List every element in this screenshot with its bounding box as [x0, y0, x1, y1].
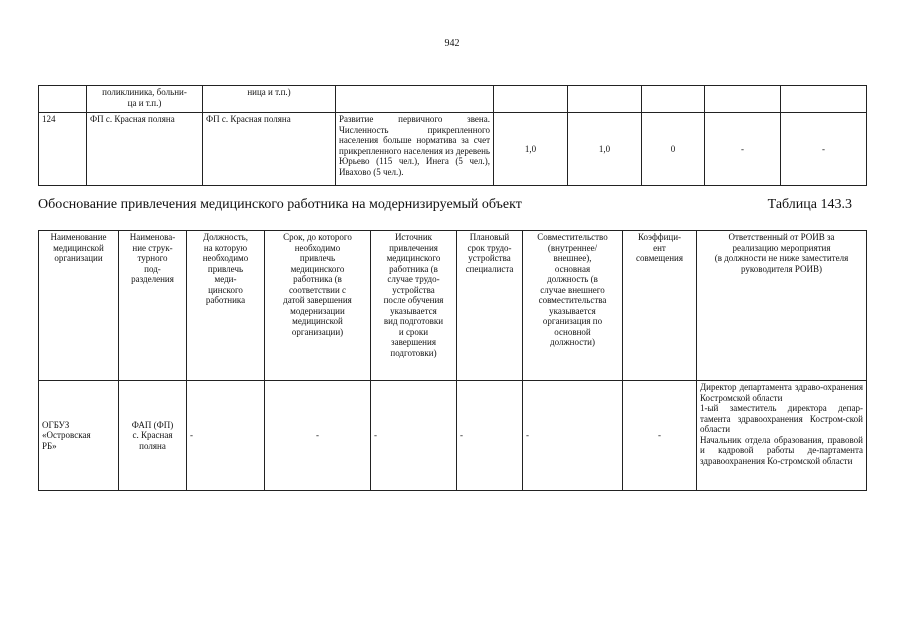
value-cell: 1,0 — [494, 113, 568, 186]
table-row — [39, 381, 867, 491]
page-number: 942 — [444, 38, 460, 49]
staff-recruitment-table — [38, 230, 867, 491]
header-cell: Наименование медицинской организации — [39, 231, 119, 381]
source-cell: - — [371, 381, 457, 491]
table-cell — [39, 86, 87, 113]
table-cell — [705, 86, 781, 113]
unit-name: ФП с. Красная поляна — [203, 113, 336, 186]
table-header-row — [39, 231, 867, 381]
table-cell: ница и т.п.) — [203, 86, 336, 113]
position-cell: - — [187, 381, 265, 491]
deadline-cell: - — [265, 381, 371, 491]
section-heading — [38, 197, 866, 213]
responsible-cell: Директор департамента здраво-охранения Костромской области 1-ый заместитель директора депар-тамента здравоохранения Костром-ской области Начальник отдела образования, правовой и кадровой работы де-партамента здравоохранения Ко-стромской области — [697, 381, 867, 491]
table-cell: поликлиника, больни- ца и т.п.) — [87, 86, 203, 113]
header-cell: Срок, до которого необходимо привлечь медицинского работника (в соответствии с датой завершения модернизации медицинской организации) — [265, 231, 371, 381]
header-cell: Источник привлечения медицинского работника (в случае трудо- устройства после обучения указывается вид подготовки и сроки завершения подготовки) — [371, 231, 457, 381]
heading-title: Обоснование привлечения медицинского работника на модернизируемый объект — [38, 197, 522, 212]
table-cell — [568, 86, 642, 113]
table-cell — [781, 86, 867, 113]
header-cell: Наименова- ние струк- турного под- разделения — [119, 231, 187, 381]
combination-cell: - — [523, 381, 623, 491]
planned-cell: - — [457, 381, 523, 491]
header-cell: Коэффици- ент совмещения — [623, 231, 697, 381]
value-cell: 0 — [642, 113, 705, 186]
table-cell — [642, 86, 705, 113]
row-description: Развитие первичного звена. Численность прикрепленного населения больше норматива за счет прикрепленного населения из деревень Юрьево (115 чел.), Инега (5 чел.), Ивахово (5 чел.). — [336, 113, 494, 186]
header-cell: Совместительство (внутреннее/ внешнее), основная должность (в случае внешнего совместительства указывается организация по основной должности) — [523, 231, 623, 381]
value-cell: - — [705, 113, 781, 186]
table-cell — [494, 86, 568, 113]
header-cell: Плановый срок трудо- устройства специалиста — [457, 231, 523, 381]
facility-name: ФП с. Красная поляна — [87, 113, 203, 186]
value-cell: - — [781, 113, 867, 186]
header-cell: Ответственный от РОИВ за реализацию мероприятия (в должности не ниже заместителя руководителя РОИВ) — [697, 231, 867, 381]
value-cell: 1,0 — [568, 113, 642, 186]
table-row — [39, 113, 867, 186]
procurement-table-continued — [38, 85, 867, 186]
row-number: 124 — [39, 113, 87, 186]
coef-cell: - — [623, 381, 697, 491]
unit-name: ФАП (ФП) с. Красная поляна — [119, 381, 187, 491]
table-row — [39, 86, 867, 113]
header-cell: Должность, на которую необходимо привлечь меди- цинского работника — [187, 231, 265, 381]
table-cell — [336, 86, 494, 113]
org-name: ОГБУЗ «Островская РБ» — [39, 381, 119, 491]
table-label: Таблица 143.3 — [767, 197, 852, 212]
